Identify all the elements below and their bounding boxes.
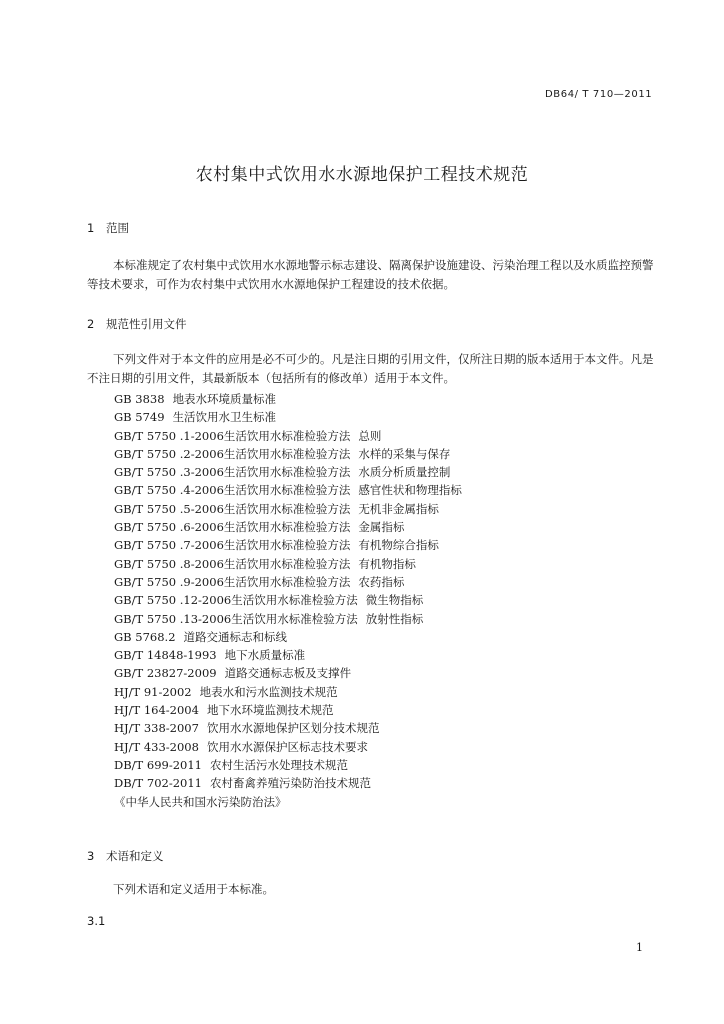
reference-name: 农村生活污水处理技术规范 [209, 757, 348, 772]
reference-item [114, 591, 462, 609]
reference-code: HJ/T 91-2002 [114, 684, 192, 699]
reference-code: GB/T 5750 .5-2006生活饮用水标准检验方法 [114, 501, 351, 516]
reference-name: 生活饮用水卫生标准 [172, 410, 277, 425]
section-2-number: 2 [87, 317, 95, 331]
reference-code: 《中华人民共和国水污染防治法》 [114, 794, 287, 809]
section-3-body: 下列术语和定义适用于本标准。 [113, 882, 274, 896]
reference-name: 饮用水水源保护区标志技术要求 [206, 739, 368, 754]
reference-code: GB/T 14848-1993 [114, 648, 217, 663]
reference-name: 无机非金属指标 [358, 501, 439, 516]
reference-item [114, 518, 462, 536]
document-title: 农村集中式饮用水水源地保护工程技术规范 [195, 165, 529, 185]
reference-name: 地表水和污水监测技术规范 [199, 684, 338, 699]
section-1-body: 本标准规定了农村集中式饮用水水源地警示标志建设、隔离保护设施建设、污染治理工程以及水质监控预警等技术要求，可作为农村集中式饮用水水源地保护工程建设的技术依据。 [87, 258, 654, 291]
section-3-number: 3 [87, 849, 95, 863]
reference-code: GB/T 5750 .3-2006生活饮用水标准检验方法 [114, 465, 351, 480]
reference-code: HJ/T 164-2004 [114, 703, 199, 718]
reference-item [114, 628, 462, 646]
reference-name: 农村畜禽养殖污染防治技术规范 [209, 776, 371, 791]
reference-name: 金属指标 [358, 520, 405, 535]
reference-code: GB/T 5750 .1-2006生活饮用水标准检验方法 [114, 428, 351, 443]
reference-code: GB/T 5750 .4-2006生活饮用水标准检验方法 [114, 483, 351, 498]
reference-item [114, 555, 462, 573]
section-2-heading [87, 316, 187, 332]
reference-item [114, 610, 462, 628]
reference-code: GB/T 5750 .6-2006生活饮用水标准检验方法 [114, 520, 351, 535]
reference-code: GB/T 5750 .2-2006生活饮用水标准检验方法 [114, 446, 351, 461]
reference-item [114, 774, 462, 792]
section-1-number: 1 [87, 221, 95, 235]
reference-name: 饮用水水源地保护区划分技术规范 [206, 721, 380, 736]
reference-name: 地下水质量标准 [224, 648, 306, 663]
reference-code: GB/T 5750 .12-2006生活饮用水标准检验方法 [114, 593, 358, 608]
reference-code: GB 3838 [114, 392, 165, 406]
section-1-title: 范围 [106, 221, 129, 235]
reference-item [114, 701, 462, 719]
reference-name: 地表水环境质量标准 [172, 392, 277, 406]
reference-item [114, 664, 462, 682]
reference-name: 道路交通标志和标线 [183, 629, 288, 644]
reference-item [114, 445, 462, 463]
reference-name: 微生物指标 [365, 593, 424, 608]
subsection-number: 3.1 [87, 914, 106, 928]
reference-list [114, 390, 462, 811]
reference-name: 有机物指标 [358, 556, 416, 571]
reference-item [114, 536, 462, 554]
reference-code: GB 5768.2 [114, 629, 176, 644]
reference-item [114, 683, 462, 701]
reference-item [114, 463, 462, 481]
reference-name: 道路交通标志板及支撑件 [224, 666, 352, 681]
reference-name: 有机物综合指标 [358, 538, 439, 553]
reference-item [114, 390, 462, 408]
reference-item [114, 500, 462, 518]
reference-item [114, 573, 462, 591]
reference-name: 地下水环境监测技术规范 [206, 703, 334, 718]
reference-item [114, 719, 462, 737]
reference-name: 水样的采集与保存 [358, 446, 451, 461]
reference-item [114, 481, 462, 499]
section-3-heading [87, 848, 164, 864]
page-number: 1 [636, 941, 643, 954]
reference-code: GB 5749 [114, 410, 165, 425]
section-1-heading [87, 220, 129, 236]
reference-name: 农药指标 [358, 574, 405, 589]
reference-item [114, 427, 462, 445]
section-3-title: 术语和定义 [106, 849, 164, 863]
reference-item [114, 793, 462, 811]
reference-code: GB/T 5750 .8-2006生活饮用水标准检验方法 [114, 556, 351, 571]
reference-item [114, 756, 462, 774]
reference-code: HJ/T 433-2008 [114, 739, 199, 754]
reference-code: DB/T 702-2011 [114, 776, 202, 791]
reference-name: 感官性状和物理指标 [358, 483, 462, 498]
reference-name: 水质分析质量控制 [358, 465, 451, 480]
reference-code: GB/T 23827-2009 [114, 666, 217, 681]
reference-item [114, 408, 462, 426]
reference-item [114, 646, 462, 664]
reference-name: 总则 [358, 428, 382, 443]
standard-code: DB64/ T 710—2011 [545, 89, 653, 100]
reference-code: HJ/T 338-2007 [114, 721, 199, 736]
section-2-body: 下列文件对于本文件的应用是必不可少的。凡是注日期的引用文件，仅所注日期的版本适用于本文件。凡是不注日期的引用文件，其最新版本（包括所有的修改单）适用于本文件。 [87, 352, 654, 385]
reference-name: 放射性指标 [365, 611, 424, 626]
reference-item [114, 738, 462, 756]
reference-code: GB/T 5750 .9-2006生活饮用水标准检验方法 [114, 574, 351, 589]
reference-code: GB/T 5750 .13-2006生活饮用水标准检验方法 [114, 611, 358, 626]
reference-code: DB/T 699-2011 [114, 757, 202, 772]
reference-code: GB/T 5750 .7-2006生活饮用水标准检验方法 [114, 538, 351, 553]
section-2-title: 规范性引用文件 [106, 317, 187, 331]
